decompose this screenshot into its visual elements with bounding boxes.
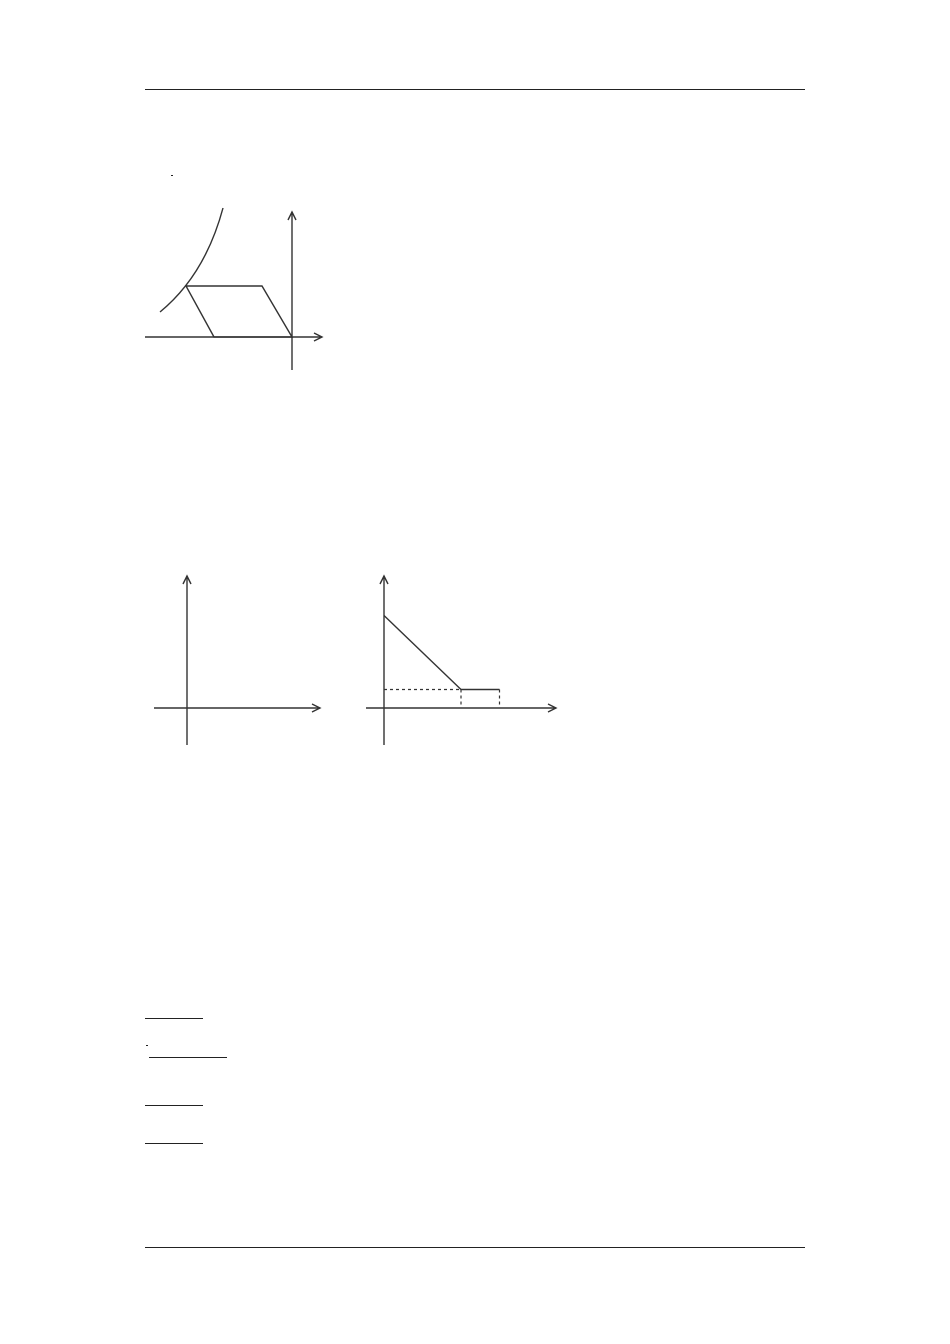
q12-answer-blank[interactable] [145, 1119, 203, 1144]
q10-line [145, 1033, 227, 1058]
q8-chart-1 [140, 562, 360, 762]
q7-figure [140, 200, 340, 375]
q11-line [145, 1081, 203, 1106]
q12-line [145, 1119, 203, 1144]
q8-chart-2 [355, 562, 585, 762]
q10-frac-num [146, 1045, 148, 1046]
q10-fraction [146, 1045, 148, 1046]
q7-rhombus [186, 286, 292, 337]
q9-answer-blank[interactable] [145, 994, 203, 1019]
q7-line2 [170, 163, 174, 187]
q7-frac-num [171, 175, 173, 176]
top-rule [145, 89, 805, 90]
chart2-line-segment-1 [384, 616, 461, 690]
q7-fraction [171, 175, 173, 176]
q11-answer-blank[interactable] [145, 1081, 203, 1106]
q9-line [145, 994, 203, 1019]
q10-answer-blank[interactable] [149, 1033, 227, 1058]
bottom-rule [145, 1247, 805, 1248]
